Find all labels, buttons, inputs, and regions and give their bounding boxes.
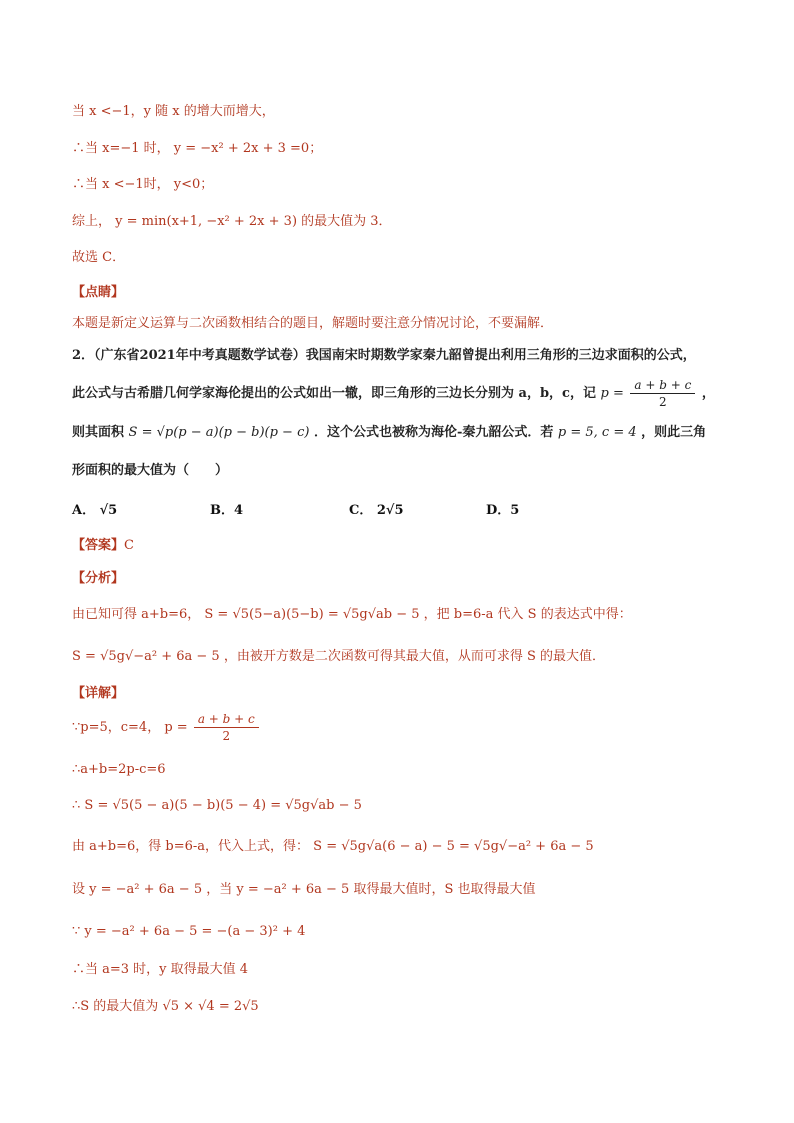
choice-b: B．4 [210,503,244,518]
detail-line-3: ∴ S = √5(5 − a)(5 − b)(5 − 4) = √5g√ab − 5 [72,798,362,813]
question-text: ．这个公式也被称为海伦-秦九韶公式．若 [313,425,554,440]
fraction [630,377,695,410]
analysis-line-2: S = √5g√−a² + 6a − 5 ，由被开方数是二次函数可得其最大值，从而可求得 S 的最大值． [72,649,605,664]
choice-d: D．5 [486,503,520,518]
fraction [194,711,259,744]
detail-line-1 [72,708,261,748]
choice-a: A． √5 [72,503,118,518]
question-2-line-1: 2．（广东省2021年中考真题数学试卷）我国南宋时期数学家秦九韶曾提出利用三角形的三边求面积的公式， [72,348,696,363]
answer-value: C [124,538,134,553]
detail-line-2: ∴a+b=2p-c=6 [72,762,166,777]
choice-c: C． 2√5 [349,503,404,518]
fraction-numerator: a + b + c [194,711,259,728]
condition: p = 5, c = 4 [557,425,637,440]
p-symbol: p = [600,386,624,401]
question-text: 此公式与古希腊几何学家海伦提出的公式如出一辙，即三角形的三边长分别为 a，b，c，记 [72,386,596,401]
text-line: ∴当 x=−1 时， y = −x² + 2x + 3 =0； [72,141,323,156]
text-line: 当 x <−1，y 随 x 的增大而增大， [72,104,275,119]
text-line: ∴当 x <−1时， y<0； [72,177,214,192]
question-2-line-4: 形面积的最大值为（ ） [72,463,229,478]
detail-line-5: 设 y = −a² + 6a − 5 ，当 y = −a² + 6a − 5 取得最大值时，S 也取得最大值 [72,882,536,897]
text-line: 本题是新定义运算与二次函数相结合的题目，解题时要注意分情况讨论，不要漏解． [72,316,554,331]
fraction-denominator: 2 [659,395,667,409]
answer-heading: 【答案】 [72,538,125,553]
detail-line-7: ∴当 a=3 时，y 取得最大值 4 [72,962,249,977]
punctuation: ， [701,386,715,401]
question-text: ，则此三角 [641,425,707,440]
heron-formula: S = √p(p − a)(p − b)(p − c) [128,425,310,440]
detail-line-6: ∵ y = −a² + 6a − 5 = −(a − 3)² + 4 [72,924,306,939]
question-2-line-2 [72,372,715,416]
text-line: 综上， y = min(x+1, −x² + 2x + 3) 的最大值为 3． [72,214,392,229]
detail-line-8: ∴S 的最大值为 √5 × √4 = 2√5 [72,999,259,1014]
detail-text: ∵p=5，c=4， p = [72,720,188,735]
analysis-heading: 【分析】 [72,571,125,586]
answer-line [72,537,134,555]
question-2-line-3 [72,424,706,442]
fraction-denominator: 2 [222,729,231,743]
detail-line-4: 由 a+b=6，得 b=6-a，代入上式，得： S = √5g√a(6 − a) − 5 = √5g√−a² + 6a − 5 [72,839,594,854]
detail-heading: 【详解】 [72,686,125,701]
fraction-numerator: a + b + c [630,377,695,394]
analysis-line-1: 由已知可得 a+b=6， S = √5(5−a)(5−b) = √5g√ab − 5 ，把 b=6-a 代入 S 的表达式中得： [72,607,632,622]
question-text: 则其面积 [72,425,125,440]
text-line: 故选 C． [72,250,126,265]
section-heading-dianjing: 【点睛】 [72,285,125,300]
